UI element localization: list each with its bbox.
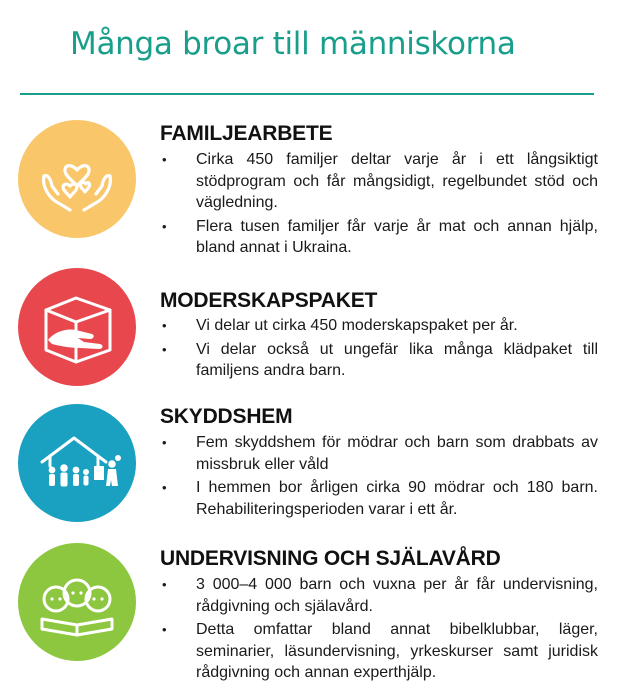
bullet-list bbox=[160, 574, 598, 686]
list-item: • 3 000–4 000 barn och vuxna per år får undervisning, rådgivning och själavård. bbox=[160, 574, 598, 617]
list-item: • Fem skyddshem för mödrar och barn som drabbats av missbruk eller våld bbox=[160, 432, 598, 475]
title-divider bbox=[20, 93, 594, 95]
section-heading: MODERSKAPSPAKET bbox=[160, 289, 378, 312]
bullet-list bbox=[160, 432, 598, 522]
package-handshake-icon bbox=[18, 268, 136, 386]
list-item: • I hemmen bor årligen cirka 90 mödrar och 180 barn. Rehabiliteringsperioden varar i ett år. bbox=[160, 477, 598, 520]
shelter-house-family-icon bbox=[18, 404, 136, 522]
bullet-list bbox=[160, 149, 598, 261]
heart-hands-icon bbox=[18, 120, 136, 238]
section-heading: FAMILJEARBETE bbox=[160, 122, 333, 145]
people-open-book-icon bbox=[18, 543, 136, 661]
page-title: Många broar till människorna bbox=[70, 26, 516, 62]
list-item: • Vi delar också ut ungefär lika många klädpaket till familjens andra barn. bbox=[160, 339, 598, 382]
section-heading: SKYDDSHEM bbox=[160, 405, 293, 428]
list-item: • Cirka 450 familjer deltar varje år i ett långsiktigt stödprogram och får mångsidigt, regelbundet stöd och vägledning. bbox=[160, 149, 598, 214]
section-heading: UNDERVISNING OCH SJÄLAVÅRD bbox=[160, 547, 501, 570]
list-item: • Vi delar ut cirka 450 moderskapspaket per år. bbox=[160, 315, 598, 337]
bullet-list bbox=[160, 315, 598, 384]
list-item: • Detta omfattar bland annat bibelklubbar, läger, seminarier, läsundervisning, yrkeskurser samt juridisk rådgivning och annan experthjälp. bbox=[160, 619, 598, 684]
list-item: • Flera tusen familjer får varje år mat och annan hjälp, bland annat i Ukraina. bbox=[160, 216, 598, 259]
